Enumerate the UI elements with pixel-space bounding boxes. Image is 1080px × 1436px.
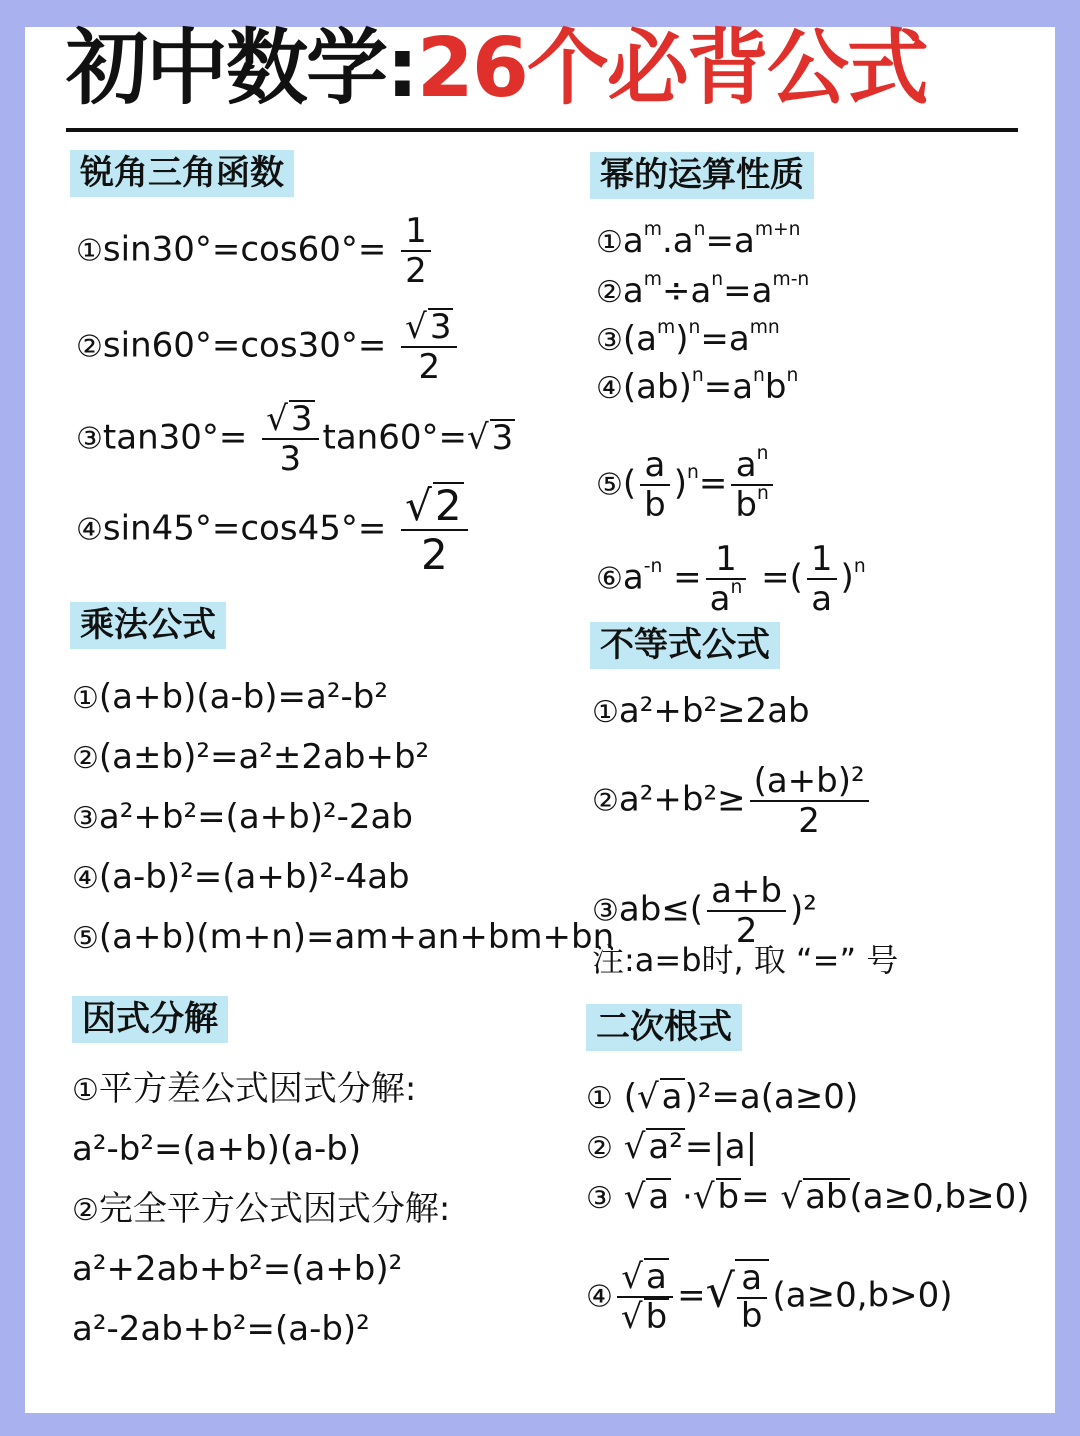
formula-lhs: sin60°=cos30°=	[102, 325, 387, 366]
title-underline	[66, 128, 1018, 132]
radicand: a	[661, 1077, 683, 1117]
sqrt-sign: √	[705, 1263, 735, 1318]
formula-text: a²+b²≥2ab	[618, 691, 810, 731]
fraction	[807, 540, 837, 618]
exponent: n	[756, 443, 769, 465]
radicand: a	[645, 1257, 667, 1297]
numerator: a	[640, 446, 670, 486]
formula-number: ②	[596, 275, 623, 310]
numerator: √2	[401, 482, 468, 531]
inequality-formula-3	[592, 872, 817, 950]
radicand: 2	[434, 481, 462, 530]
fraction	[706, 540, 747, 618]
formula-number: ④	[72, 861, 99, 896]
exponent: n	[753, 365, 765, 387]
radicand: 3	[290, 399, 313, 439]
formula-number: ①	[76, 233, 103, 269]
radicand: b	[645, 1297, 668, 1338]
title-red: 26个必背公式	[416, 21, 927, 116]
equals: =(	[750, 557, 803, 598]
base: a	[735, 445, 757, 485]
base: a	[622, 557, 644, 598]
formula-rhs: )²	[789, 889, 817, 930]
inequality-formula-1	[592, 691, 810, 731]
denominator: 2	[418, 347, 441, 388]
formula-number: ⑤	[596, 467, 623, 503]
formula-text: )²=a(a≥0)	[684, 1077, 859, 1117]
page-title	[66, 21, 927, 116]
trig-formula-1	[76, 212, 435, 290]
result: =a	[705, 221, 755, 261]
denominator	[706, 577, 747, 620]
formula-text: (a+b)(m+n)=am+an+bm+bn	[98, 917, 615, 957]
fraction	[401, 212, 431, 290]
denominator: 2	[405, 251, 427, 292]
formula-number: ③	[76, 421, 103, 457]
formula-number: ①	[586, 1081, 613, 1116]
denominator	[731, 483, 772, 526]
exponent: m	[657, 317, 676, 339]
multiply-formula-3	[72, 797, 413, 837]
radical-formula-4	[586, 1258, 953, 1336]
formula-number: ③	[592, 893, 619, 929]
radical-formula-3: ③ √a ·√b= √ab(a≥0,b≥0)	[586, 1177, 1030, 1217]
numerator: 1	[706, 540, 747, 580]
formula-text: =|a|	[684, 1127, 758, 1167]
multiply-formula-4	[72, 857, 410, 897]
exponent: n	[688, 317, 701, 339]
power-formula-6	[596, 540, 866, 618]
inequality-note	[592, 941, 899, 979]
formula-number: ④	[596, 371, 623, 406]
radicand: 3	[491, 417, 514, 458]
section-header-inequality: 不等式公式	[590, 622, 780, 669]
fraction	[750, 762, 869, 840]
equals: =	[741, 1177, 781, 1217]
formula-lhs: tan30°=	[102, 417, 248, 458]
fraction	[640, 446, 670, 524]
numerator: √3	[262, 400, 318, 440]
factor-formula-2c: a²-2ab+b²=(a-b)²	[72, 1309, 370, 1349]
paren: )	[673, 463, 688, 504]
numerator: 1	[401, 212, 431, 252]
denominator: 2	[421, 530, 448, 580]
exponent: n	[711, 269, 724, 291]
radicand: ab	[805, 1177, 848, 1217]
result: =a	[703, 367, 754, 407]
base: b	[735, 485, 757, 526]
multiply-formula-1	[72, 677, 388, 717]
formula-lhs: a²+b²≥	[618, 779, 746, 820]
exponent: n	[786, 365, 799, 387]
formula-lhs: sin30°=cos60°=	[102, 229, 387, 270]
title-black: 初中数学:	[66, 21, 417, 116]
formula-number: ③	[586, 1181, 613, 1216]
trig-formula-2	[76, 308, 461, 386]
power-formula-2	[596, 269, 810, 311]
numerator	[731, 443, 772, 486]
multiply-formula-5	[72, 917, 615, 957]
trig-formula-3: ③tan30°= $\frac{√3}{3}$ tan60°=√3	[76, 399, 514, 480]
formula-number: ①	[72, 681, 99, 716]
formula-text: (a±b)²=a²±2ab+b²	[98, 737, 430, 777]
formula-number: ⑥	[596, 561, 623, 597]
equals: =	[662, 557, 702, 598]
formula-number: ①	[592, 695, 619, 730]
numerator: √3	[401, 308, 457, 348]
result: =a	[700, 319, 750, 359]
radical-formula-2: ② √a²=|a|	[586, 1127, 758, 1167]
exponent: mn	[749, 317, 780, 339]
operator: ÷a	[661, 271, 712, 311]
result: =a	[723, 271, 773, 311]
exponent: n	[756, 483, 769, 505]
formula-mid: tan60°=	[322, 417, 467, 458]
radicand: a	[648, 1177, 670, 1217]
formula-number: ③	[72, 801, 99, 836]
denominator: √b	[620, 1297, 668, 1338]
multiply-formula-2	[72, 737, 430, 777]
formula-number: ①	[596, 225, 623, 260]
numerator: a	[737, 1261, 767, 1299]
paren: )	[840, 557, 854, 598]
formula-number: ③	[596, 323, 623, 358]
numerator: a+b	[707, 872, 786, 912]
factor-formula-2	[72, 1189, 451, 1229]
denominator: b	[644, 485, 666, 526]
exponent: n	[691, 365, 704, 387]
numerator: 1	[807, 540, 837, 580]
formula-text: 平方差公式因式分解:	[98, 1069, 417, 1109]
numerator: √a	[617, 1258, 673, 1298]
base: a	[709, 579, 731, 620]
base: a	[622, 271, 644, 311]
denominator: 2	[735, 911, 758, 952]
fraction	[735, 1258, 769, 1337]
radical-formula-1: ① (√a)²=a(a≥0)	[586, 1077, 859, 1117]
section-header-radical: 二次根式	[586, 1004, 742, 1051]
section-header-power: 幂的运算性质	[590, 152, 814, 199]
formula-number: ④	[586, 1279, 613, 1315]
exponent: n	[730, 577, 743, 599]
power-formula-4	[596, 365, 799, 407]
formula-text: a²+b²=(a+b)²-2ab	[98, 797, 413, 837]
paren: (	[622, 463, 637, 504]
equals: =	[677, 1275, 706, 1316]
fraction	[401, 308, 457, 386]
note-text: 取 “=” 号	[753, 941, 899, 979]
note-text: 注:a=b时,	[592, 941, 744, 979]
fraction	[401, 482, 468, 578]
exponent: m	[643, 219, 662, 241]
formula-lhs: sin45°=cos45°=	[102, 508, 387, 549]
exponent: n	[687, 461, 699, 483]
formula-number: ②	[586, 1131, 613, 1166]
exponent: m-n	[772, 269, 810, 291]
formula-number: ②	[72, 1193, 99, 1228]
denominator: 2	[798, 801, 820, 842]
radicand: 3	[429, 307, 452, 347]
exponent: m+n	[754, 219, 801, 241]
exponent: n	[693, 219, 706, 241]
formula-lhs: ab≤(	[618, 889, 704, 930]
formula-number: ②	[592, 783, 619, 819]
denominator: b	[740, 1296, 763, 1337]
formula-text: 完全平方公式因式分解:	[98, 1189, 451, 1229]
denominator: a	[811, 579, 833, 620]
power-formula-3	[596, 317, 780, 359]
formula-number: ⑤	[72, 921, 99, 956]
formula-text: (a+b)(a-b)=a²-b²	[98, 677, 388, 717]
section-header-factor: 因式分解	[72, 996, 228, 1043]
factor-formula-1b: a²-b²=(a+b)(a-b)	[72, 1129, 362, 1169]
paren: (	[612, 1077, 637, 1117]
exponent: n	[853, 555, 866, 577]
fraction	[262, 400, 318, 478]
base: (ab)	[622, 367, 692, 407]
formula-number: ②	[76, 329, 103, 365]
exponent: m	[643, 269, 662, 291]
condition: (a≥0,b≥0)	[849, 1177, 1030, 1217]
formula-number: ②	[72, 741, 99, 776]
section-header-trig: 锐角三角函数	[70, 150, 294, 197]
trig-formula-4	[76, 482, 472, 578]
section-header-multiply: 乘法公式	[70, 602, 226, 649]
base: b	[764, 367, 787, 407]
denominator: 3	[279, 439, 302, 480]
radicand: a²	[648, 1127, 683, 1167]
formula-number: ①	[72, 1073, 99, 1108]
inequality-formula-2	[592, 762, 873, 840]
exponent: -n	[643, 555, 663, 577]
paren: )	[675, 319, 689, 359]
numerator: (a+b)²	[750, 762, 869, 802]
fraction	[617, 1258, 673, 1336]
base: a	[622, 221, 644, 261]
formula-text: (a-b)²=(a+b)²-4ab	[98, 857, 410, 897]
operator: ·	[671, 1177, 693, 1217]
formula-number: ④	[76, 512, 103, 548]
radicand: b	[717, 1177, 740, 1217]
equals: =	[698, 463, 728, 504]
operator: .a	[661, 221, 694, 261]
factor-formula-2b: a²+2ab+b²=(a+b)²	[72, 1249, 403, 1289]
fraction	[707, 872, 786, 950]
condition: (a≥0,b>0)	[772, 1275, 953, 1316]
base: (a	[622, 319, 658, 359]
power-formula-5	[596, 443, 777, 526]
factor-formula-1	[72, 1069, 417, 1109]
power-formula-1	[596, 219, 801, 261]
fraction	[731, 443, 772, 526]
